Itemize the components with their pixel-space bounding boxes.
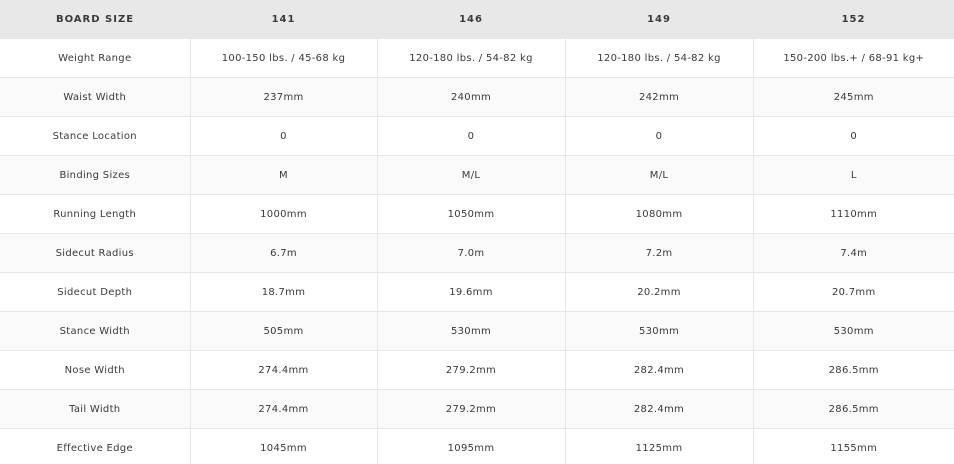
table-cell: 286.5mm (753, 390, 954, 429)
table-cell: 0 (753, 117, 954, 156)
table-cell: 6.7m (190, 234, 377, 273)
spec-table-header (0, 0, 954, 39)
table-cell: 237mm (190, 78, 377, 117)
table-cell: 1095mm (377, 429, 565, 464)
table-cell: 245mm (753, 78, 954, 117)
table-cell: M (190, 156, 377, 195)
size-column-header: 152 (753, 0, 954, 39)
row-label: Sidecut Radius (0, 234, 190, 273)
table-cell: 1125mm (565, 429, 753, 464)
table-cell: L (753, 156, 954, 195)
table-cell: 0 (565, 117, 753, 156)
row-label: Running Length (0, 195, 190, 234)
table-cell: 1050mm (377, 195, 565, 234)
table-cell: 282.4mm (565, 390, 753, 429)
table-cell: 274.4mm (190, 351, 377, 390)
table-cell: 0 (190, 117, 377, 156)
table-cell: 530mm (753, 312, 954, 351)
spec-table-body (0, 39, 954, 464)
table-row (0, 117, 954, 156)
size-column-header: 146 (377, 0, 565, 39)
table-cell: 286.5mm (753, 351, 954, 390)
table-row (0, 312, 954, 351)
table-cell: 530mm (377, 312, 565, 351)
row-label: Weight Range (0, 39, 190, 78)
row-label: Tail Width (0, 390, 190, 429)
table-row (0, 195, 954, 234)
table-cell: 1155mm (753, 429, 954, 464)
row-label: Sidecut Depth (0, 273, 190, 312)
table-row (0, 429, 954, 464)
table-cell: 530mm (565, 312, 753, 351)
board-size-header: BOARD SIZE (0, 0, 190, 39)
row-label: Binding Sizes (0, 156, 190, 195)
table-cell: 20.2mm (565, 273, 753, 312)
table-cell: 1080mm (565, 195, 753, 234)
table-row (0, 351, 954, 390)
table-cell: 242mm (565, 78, 753, 117)
row-label: Nose Width (0, 351, 190, 390)
table-cell: 120-180 lbs. / 54-82 kg (377, 39, 565, 78)
table-cell: M/L (377, 156, 565, 195)
table-cell: 1000mm (190, 195, 377, 234)
table-row (0, 78, 954, 117)
size-column-header: 141 (190, 0, 377, 39)
table-cell: 7.4m (753, 234, 954, 273)
table-cell: 120-180 lbs. / 54-82 kg (565, 39, 753, 78)
table-cell: 0 (377, 117, 565, 156)
table-cell: 20.7mm (753, 273, 954, 312)
table-row (0, 39, 954, 78)
table-cell: 279.2mm (377, 390, 565, 429)
row-label: Stance Location (0, 117, 190, 156)
size-column-header: 149 (565, 0, 753, 39)
table-cell: 1110mm (753, 195, 954, 234)
table-row (0, 234, 954, 273)
table-cell: 1045mm (190, 429, 377, 464)
table-cell: 19.6mm (377, 273, 565, 312)
table-cell: 279.2mm (377, 351, 565, 390)
table-cell: 7.2m (565, 234, 753, 273)
table-cell: M/L (565, 156, 753, 195)
row-label: Effective Edge (0, 429, 190, 464)
table-cell: 18.7mm (190, 273, 377, 312)
table-row (0, 156, 954, 195)
row-label: Stance Width (0, 312, 190, 351)
table-cell: 282.4mm (565, 351, 753, 390)
row-label: Waist Width (0, 78, 190, 117)
table-cell: 150-200 lbs.+ / 68-91 kg+ (753, 39, 954, 78)
table-row (0, 273, 954, 312)
table-cell: 7.0m (377, 234, 565, 273)
table-cell: 505mm (190, 312, 377, 351)
table-cell: 240mm (377, 78, 565, 117)
table-cell: 100-150 lbs. / 45-68 kg (190, 39, 377, 78)
table-row (0, 390, 954, 429)
header-row (0, 0, 954, 39)
table-cell: 274.4mm (190, 390, 377, 429)
